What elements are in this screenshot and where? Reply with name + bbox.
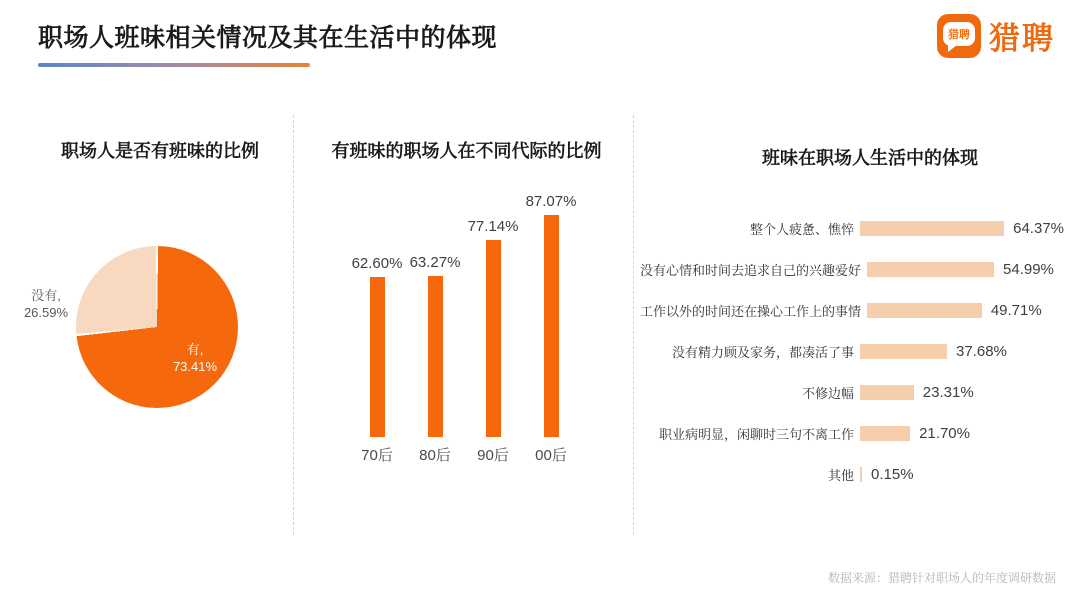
hbar — [867, 303, 982, 318]
liepin-logo-icon — [937, 14, 981, 58]
dashed-divider-right — [633, 115, 634, 535]
x-axis-label: 00后 — [535, 447, 567, 464]
hbar-row — [640, 454, 1064, 495]
hbar — [860, 385, 914, 400]
bar-column-70后 — [348, 190, 406, 437]
hbar-value-label: 54.99% — [1003, 261, 1054, 278]
page-title: 职场人班味相关情况及其在生活中的体现 — [38, 24, 498, 52]
bar — [486, 240, 501, 437]
bar-column-90后 — [464, 190, 522, 437]
hbar-value-label: 37.68% — [956, 343, 1007, 360]
hbar-category-label: 其他 — [827, 468, 854, 483]
hbar-value-label: 23.31% — [922, 384, 974, 401]
bar-chart-title: 有班味的职场人在不同代际的比例 — [331, 141, 602, 161]
pie-chart — [76, 246, 238, 408]
logo-icon-text: 猎聘 — [948, 28, 970, 41]
hbar-value-label: 21.70% — [919, 425, 970, 442]
hbar-category-label: 工作以外的时间还在操心工作上的事情 — [640, 304, 862, 319]
hbar — [860, 467, 862, 482]
logo-wordmark: 猎聘 — [989, 21, 1055, 56]
hbar-value-label: 49.71% — [990, 302, 1042, 319]
hbar-chart-title: 班味在职场人生活中的体现 — [762, 148, 978, 168]
x-axis-label: 90后 — [477, 447, 509, 464]
hbar-category-label: 没有心情和时间去追求自己的兴趣爱好 — [640, 263, 862, 278]
bar-value-label: 62.60% — [351, 255, 403, 273]
hbar-category-label: 整个人疲惫、憔悴 — [749, 222, 854, 237]
bar-value-label: 77.14% — [467, 218, 519, 236]
bar-value-label: 87.07% — [525, 192, 577, 210]
bar-column-80后 — [406, 190, 464, 437]
hbar — [860, 221, 1004, 236]
pie-chart-title: 职场人是否有班味的比例 — [61, 141, 259, 161]
life-impact-bar-chart — [640, 208, 1064, 495]
hbar — [860, 344, 947, 359]
bar-value-label: 63.27% — [409, 253, 461, 271]
pie-slice-label-no: 没有, 26.59% — [23, 288, 69, 320]
hbar-value-label: 0.15% — [871, 466, 914, 483]
generation-bar-chart-axis — [348, 444, 580, 465]
hbar — [860, 426, 910, 441]
hbar-category-label: 不修边幅 — [801, 386, 854, 401]
pie-slice-label-yes: 有, 73.41% — [172, 342, 218, 374]
hbar-value-label: 64.37% — [1013, 220, 1064, 237]
title-underline — [38, 63, 310, 67]
bar — [544, 215, 559, 437]
generation-bar-chart — [348, 190, 580, 437]
data-source-note: 数据来源：猎聘针对职场人的年度调研数据 — [827, 571, 1056, 585]
hbar-row — [640, 372, 1064, 413]
bar — [370, 277, 385, 437]
hbar-category-label: 职业病明显，闲聊时三句不离工作 — [658, 427, 854, 442]
hbar-row — [640, 331, 1064, 372]
liepin-logo — [937, 13, 1055, 58]
speech-bubble-icon — [943, 22, 975, 46]
bar — [428, 276, 443, 437]
hbar — [867, 262, 994, 277]
hbar-row — [640, 413, 1064, 454]
hbar-category-label: 没有精力顾及家务，都凑活了事 — [671, 345, 854, 360]
bar-column-00后 — [522, 190, 580, 437]
hbar-row — [640, 208, 1064, 249]
hbar-row — [640, 290, 1064, 331]
dashed-divider-left — [293, 115, 294, 535]
x-axis-label: 80后 — [419, 447, 451, 464]
x-axis-label: 70后 — [361, 447, 393, 464]
hbar-row — [640, 249, 1064, 290]
